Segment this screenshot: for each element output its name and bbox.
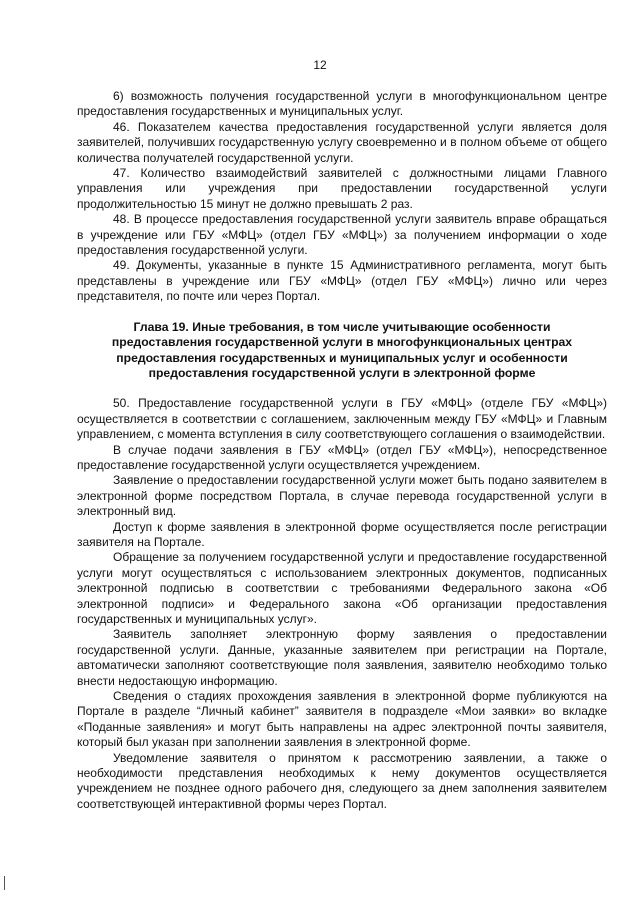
paragraph: 47. Количество взаимодействий заявителей с должностными лицами Главного управления или учреждения при предоставлении государственной услуги продолжительностью 15 минут не должно превышать 2 раз. [77,166,607,211]
paragraph: Уведомление заявителя о принятом к рассмотрению заявлении, а также о необходимости представления необходимых к нему документов осуществляется учреждением не позднее одного рабочего дня, следующего за днем заполнения заявителем соответствующей интерактивной формы через Портал. [77,750,607,811]
chapter-heading [107,320,577,382]
chapter-heading-line: предоставления государственной услуги в электронной форме [148,365,536,380]
paragraph: Доступ к форме заявления в электронной форме осуществляется после регистрации заявителя на Портале. [77,519,607,549]
chapter-heading-line: Глава 19. Иные требования, в том числе учитывающие особенности [133,319,551,334]
document-body [77,89,607,812]
paragraph: 6) возможность получения государственной услуги в многофункциональном центре предоставления государственных и муниципальных услуг. [77,89,607,119]
paragraph: Заявитель заполняет электронную форму заявления о предоставлении государственной услуги. Данные, указанные заявителем при регистрации на Портале, автоматически заполняют соответствующие поля заявления, заявителю необходимо только внести недостающую информацию. [77,627,607,688]
paragraph: Сведения о стадиях прохождения заявления в электронной форме публикуются на Портале в разделе “Личный кабинет” заявителя в подразделе «Мои заявки» во вкладке «Поданные заявления» и могут быть направлены на адрес электронной почты заявителя, который был указан при заполнении заявления в электронной форме. [77,689,607,750]
paragraph: Обращение за получением государственной услуги и предоставление государственной услуги могут осуществляться с использованием электронных документов, подписанных электронной подписью в соответствии с требованиями Федерального закона «Об электронной подписи» и Федерального закона «Об организации предоставления государственных и муниципальных услуг». [77,550,607,626]
paragraph: 49. Документы, указанные в пункте 15 Административного регламента, могут быть представлены в учреждение или ГБУ «МФЦ» (отдел ГБУ «МФЦ») лично или через представителя, по почте или через Портал. [77,258,607,304]
paragraph: В случае подачи заявления в ГБУ «МФЦ» (отдел ГБУ «МФЦ»), непосредственное предоставление государственной услуги осуществляется учреждением. [77,442,607,472]
paragraph: 46. Показателем качества предоставления государственной услуги является доля заявителей, получивших государственную услугу своевременно и в полном объеме от общего количества получателей государственной услуги. [77,119,607,165]
page-number: 12 [313,58,327,72]
paragraph: 50. Предоставление государственной услуги в ГБУ «МФЦ» (отделе ГБУ «МФЦ») осуществляется в соответствии с соглашением, заключенным между ГБУ «МФЦ» и Главным управлением, с момента вступления в силу соответствующего соглашения о взаимодействии. [77,396,607,442]
paragraph: Заявление о предоставлении государственной услуги может быть подано заявителем в электронной форме посредством Портала, в случае перевода государственной услуги в электронный вид. [77,473,607,519]
scan-margin-mark [4,876,5,890]
chapter-heading-line: предоставления государственных и муниципальных услуг и особенности [116,350,568,365]
paragraph: 48. В процессе предоставления государственной услуги заявитель вправе обращаться в учреждение или ГБУ «МФЦ» (отдел ГБУ «МФЦ») за получением информации о ходе предоставления государственной услуги. [77,212,607,258]
chapter-heading-line: предоставления государственной услуги в многофункциональных центрах [111,335,573,350]
